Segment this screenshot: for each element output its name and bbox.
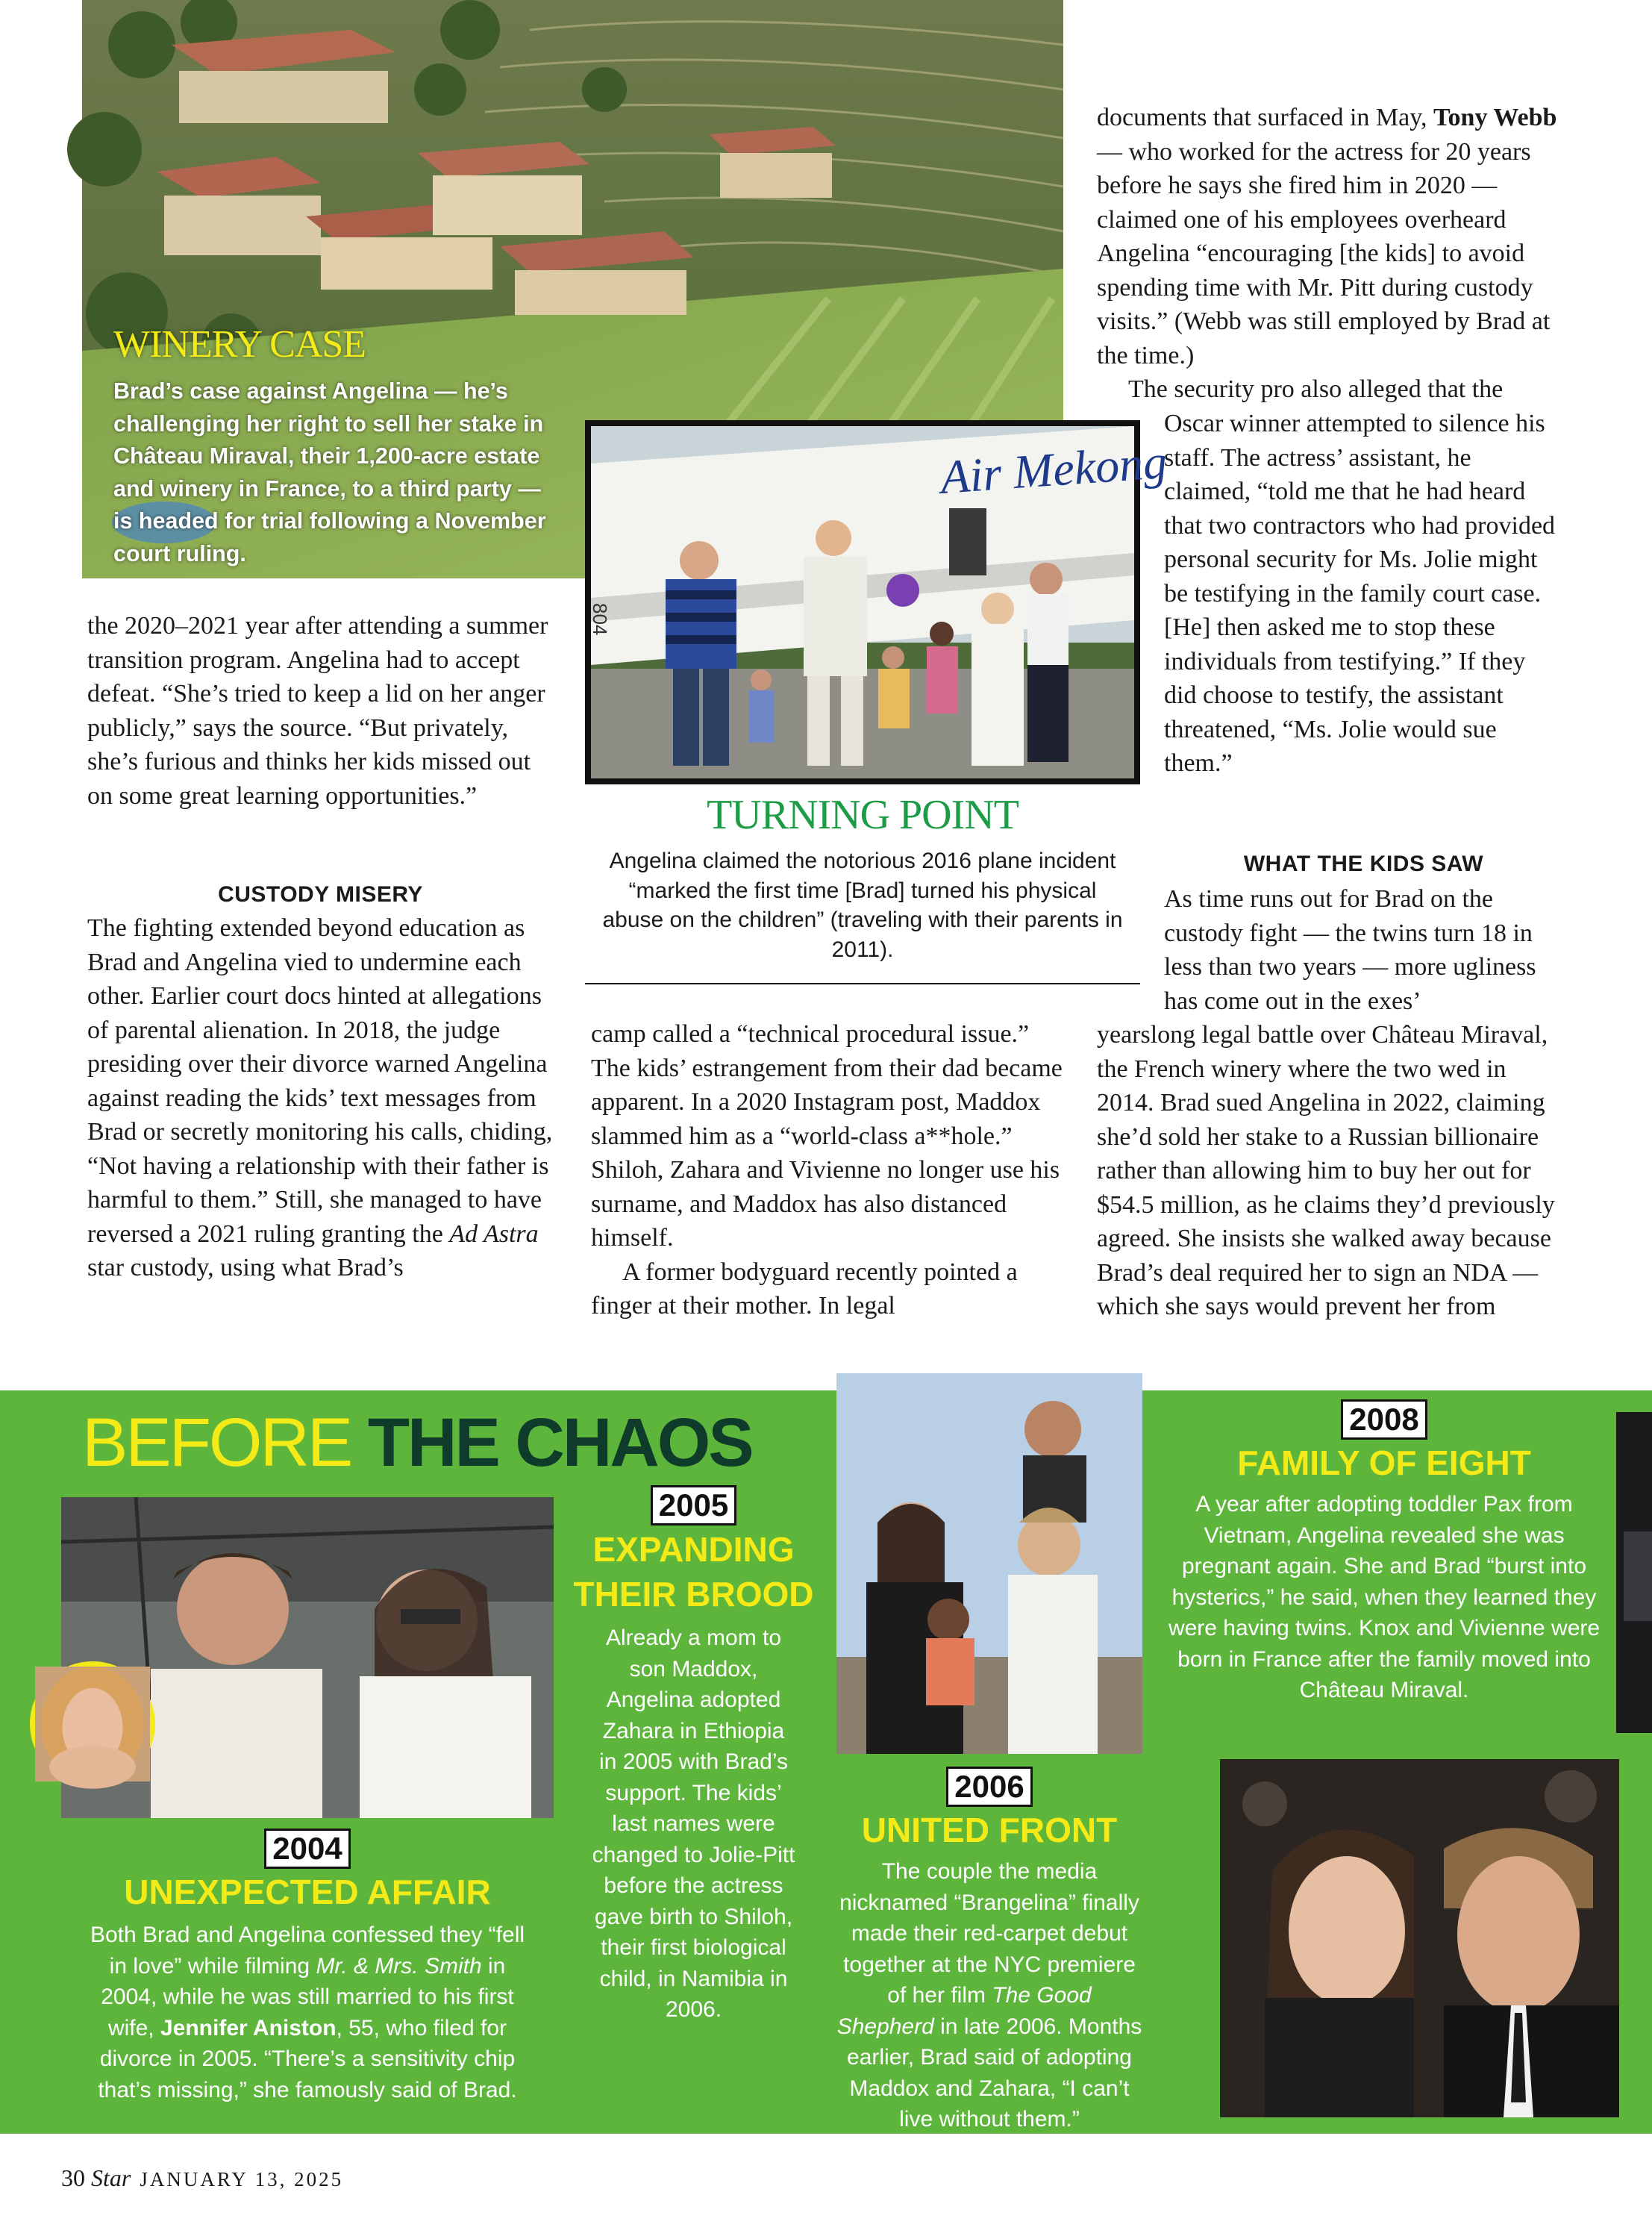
right-paragraph-1a: documents that surfaced in May, (1097, 104, 1433, 131)
left-paragraph-2b: star custody, using what Brad’s (87, 1254, 404, 1281)
entry-2004-text-1: Both Brad and Angelina confessed they “fell in love” while filming (90, 1923, 525, 1979)
right-paragraph-1 (1097, 101, 1567, 372)
entry-2004-year: 2004 (264, 1829, 350, 1869)
entry-2006-year: 2006 (946, 1767, 1032, 1807)
timeline-title (82, 1402, 752, 1484)
entry-2004-heading: UNEXPECTED AFFAIR (124, 1873, 491, 1911)
entry-2005-heading: EXPANDING THEIR BROOD (573, 1530, 814, 1614)
name-jennifer-aniston: Jennifer Aniston (160, 2015, 337, 2040)
film-title-mr-mrs-smith: Mr. & Mrs. Smith (316, 1953, 482, 1979)
right-subhead: WHAT THE KIDS SAW (1243, 852, 1484, 876)
middle-paragraph-1: camp called a “technical procedural issue.” The kids’ estrangement from their dad became apparent. In a 2020 Instagram post, Maddox slammed him as a “world-class a**hole.” Shiloh, Zahara and Vivienne no longer use his surname, and Maddox has also distanced himself. (591, 1020, 1063, 1252)
entry-2006-text-1: The couple the media nicknamed “Brangelina” finally made their red-carpet debut together at the NYC premiere of her film (839, 1859, 1139, 2008)
entry-2006 (836, 1767, 1142, 2135)
jennifer-aniston-inset (30, 1661, 155, 1787)
entry-2008 (1153, 1399, 1615, 1706)
right-paragraph-3-wrapped: As time runs out for Brad on the custody fight — the twins turn 18 in less than two years — more ugliness has come out in the exes’ (1164, 885, 1536, 1015)
page-number: 30 (61, 2164, 85, 2191)
left-paragraph-2 (87, 911, 554, 1285)
entry-2004 (61, 1829, 554, 2105)
middle-paragraph-2: A former bodyguard recently pointed a finger at their mother. In legal (591, 1258, 1018, 1320)
entry-2008-body: A year after adopting toddler Pax from Vietnam, Angelina revealed she was pregnant again. She and Brad “burst into hysterics,” he said, when they learned they were having twins. Knox and Vivienne were born in France after the family moved into Château Miraval. (1168, 1492, 1601, 1702)
plane-headline: TURNING POINT (707, 792, 1019, 838)
entry-2005 (561, 1485, 826, 2026)
left-paragraph-2a: The fighting extended beyond education as Brad and Angelina vied to undermine each other. Earlier court docs hinted at allegations of parental alienation. In 2018, the judge presiding over their divorce warned Angelina against reading the kids’ text messages from Brad or secretly monitoring his calls, chiding, “Not having a relationship with their father is harmful to them.” Still, she managed to have reversed a 2021 ruling granting the (87, 914, 553, 1248)
winery-caption: Brad’s case against Angelina — he’s challenging her right to sell her stake in Château Miraval, their 1,200-acre estate and winery in France, to a third party — is headed for trial following a November court ruling. (113, 378, 546, 566)
right-paragraph-2-rest: Oscar winner attempted to silence his staff. The actress’ assistant, he claimed, “told me that he had heard that two contractors who had provided personal security for Ms. Jolie might be testifying in the family court case. [He] then asked me to stop these individuals from testifying.” If they did choose to testify, the assistant threatened, “Ms. Jolie would sue them.” (1164, 410, 1556, 777)
entry-2005-body: Already a mom to son Maddox, Angelina adopted Zahara in Ethiopia in 2005 with Brad’s support. The kids’ last names were changed to Jolie-Pitt before the actress gave birth to Shiloh, their first biological child, in Namibia in 2006. (592, 1626, 795, 2022)
entry-2004-text-2: in 2004, while he was still married to his first wife, (101, 1953, 514, 2040)
entry-2006-text-2: in late 2006. Months earlier, Brad said of adopting Maddox and Zahara, “I can’t live without them.” (847, 2014, 1142, 2132)
family-photo-2005 (836, 1373, 1142, 1754)
left-column (87, 609, 554, 1285)
entry-2008-heading: FAMILY OF EIGHT (1237, 1443, 1531, 1482)
entry-2008-year: 2008 (1341, 1399, 1427, 1440)
right-paragraph-3-rest: yearslong legal battle over Château Miraval, the French winery where the two wed in 2014. Brad sued Angelina in 2022, claiming she’d sold her stake to a Russian billionaire rather than allowing him to buy her out for $54.5 million, as he claims they’d previously agreed. She insists she walked away because Brad’s deal required her to sign an NDA — which she says would prevent her from (1097, 1021, 1555, 1320)
entry-2004-text-3: , 55, who filed for divorce in 2005. “There’s a sensitivity chip that’s missing,” she famously said of Brad. (98, 2015, 517, 2102)
plane-caption-rule (585, 983, 1140, 984)
right-paragraph-2-first: The security pro also alleged that the (1128, 375, 1504, 403)
right-paragraph-1b: — who worked for the actress for 20 years before he says she fired him in 2020 — claimed one of his employees overheard Angelina “encouraging [the kids] to avoid spending time with Mr. Pitt during custody visits.” (Webb was still employed by Brad at the time.) (1097, 137, 1551, 369)
premiere-photo-2006 (1220, 1759, 1619, 2117)
film-title-good-shepherd: The Good Shepherd (836, 1983, 1092, 2039)
film-title-ad-astra: Ad Astra (449, 1220, 539, 1248)
left-subhead: CUSTODY MISERY (218, 882, 423, 907)
magazine-name: Star (91, 2164, 131, 2191)
timeline-title-before: BEFORE (82, 1405, 351, 1481)
red-carpet-sliver-photo (1616, 1412, 1652, 1733)
entry-2004-body (61, 1920, 554, 2105)
middle-column (591, 1017, 1065, 1323)
entry-2006-body (836, 1856, 1142, 2135)
name-tony-webb: Tony Webb (1433, 104, 1557, 131)
page-footer (61, 2163, 343, 2194)
entry-2005-year: 2005 (651, 1485, 736, 1526)
right-column-top (1097, 101, 1567, 407)
plane-number-text: 804 (589, 603, 611, 636)
issue-date: JANUARY 13, 2025 (140, 2168, 344, 2190)
plane-caption: Angelina claimed the notorious 2016 plane incident “marked the first time [Brad] turned his physical abuse on the children” (traveling with their parents in 2011). (602, 849, 1123, 962)
entry-2006-heading: UNITED FRONT (861, 1811, 1118, 1849)
plane-livery-text: Air Mekong (939, 434, 1169, 504)
plane-photo (585, 420, 1169, 784)
timeline-title-chaos: THE CHAOS (367, 1405, 752, 1481)
winery-headline: WINERY CASE (113, 323, 366, 366)
left-paragraph-1: the 2020–2021 year after attending a summer transition program. Angelina had to accept defeat. “She’s tried to keep a lid on her anger publicly,” says the source. “But privately, she’s furious and thinks her kids missed out on some great learning opportunities.” (87, 612, 548, 810)
